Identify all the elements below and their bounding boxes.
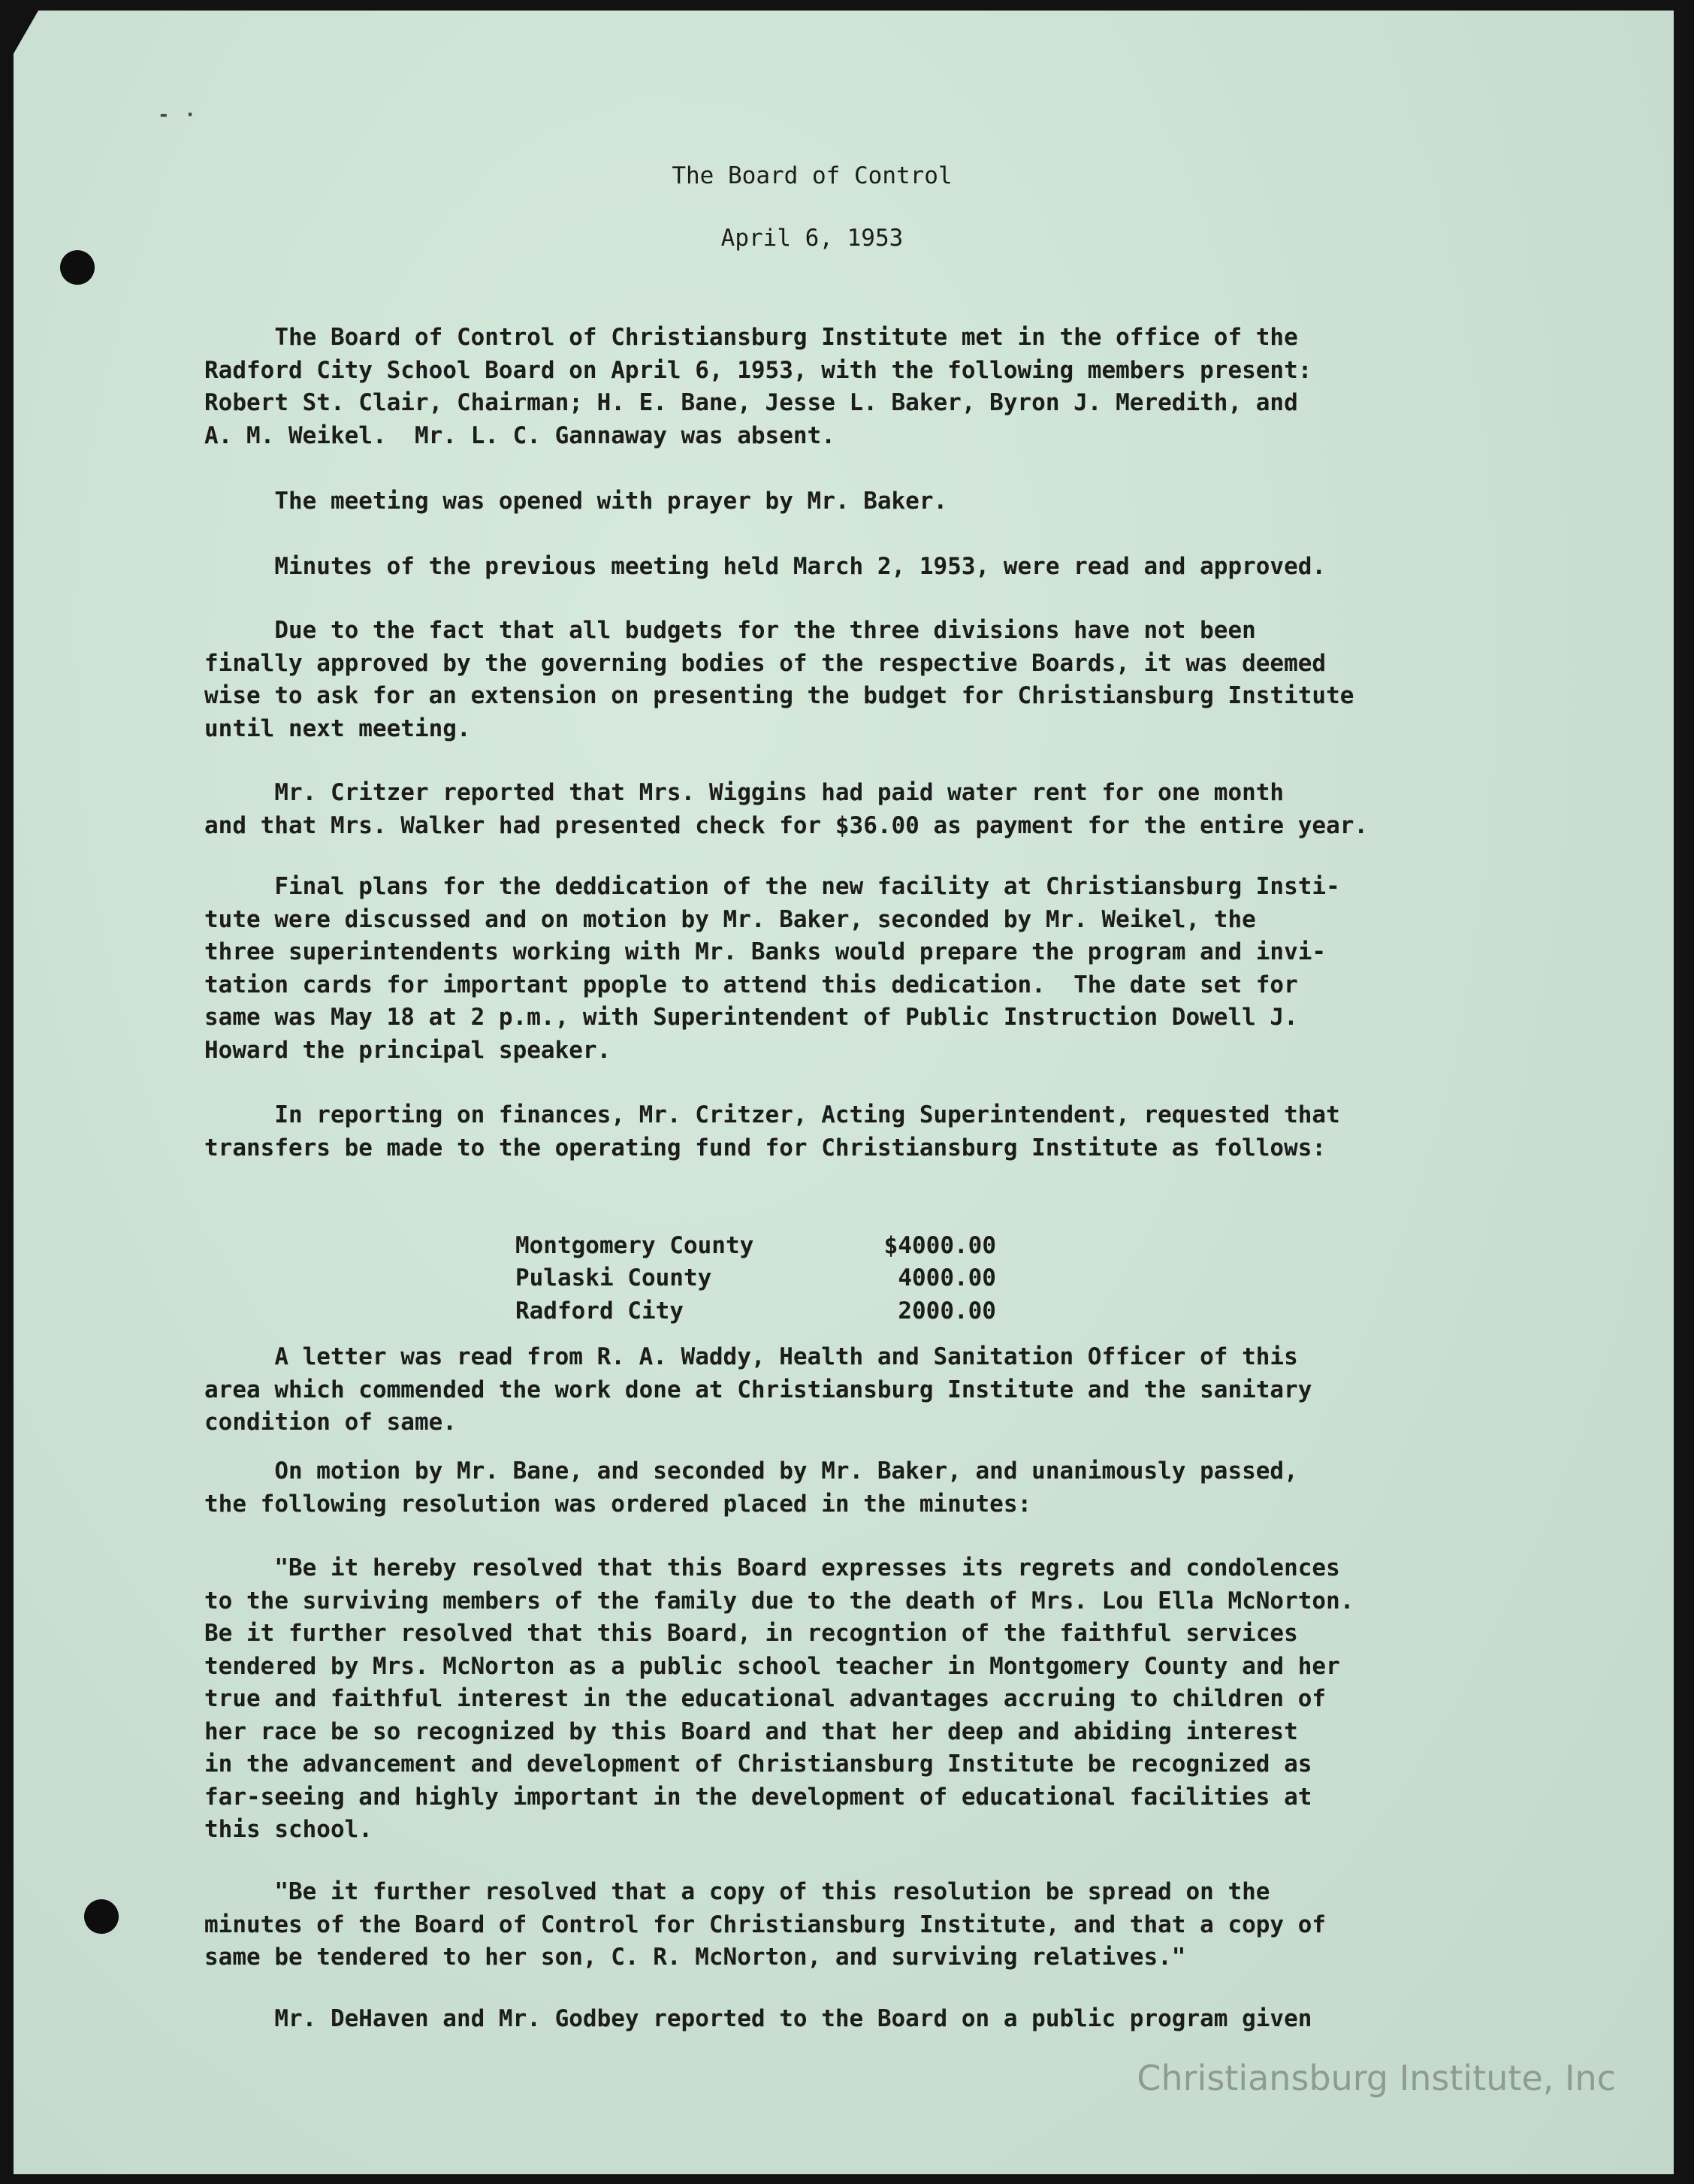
- paragraph-health-letter: A letter was read from R. A. Waddy, Health and Sanitation Officer of this area which commended the work done at Christiansburg Institute and the sanitary condition of same.: [204, 1343, 1312, 1436]
- margin-mark: - ·: [158, 104, 198, 126]
- paragraph-minutes: Minutes of the previous meeting held March 2, 1953, were read and approved.: [204, 553, 1327, 580]
- document-date: April 6, 1953: [720, 225, 904, 252]
- transfer-table: [431, 1197, 996, 1325]
- paragraph-budget: Due to the fact that all budgets for the three divisions have not been finally approved by the governing bodies of the respective Boards, it was deemed wise to ask for an extension on presenting the budget for Christiansburg Institute until next meeting.: [204, 617, 1354, 742]
- paragraph-water-rent: Mr. Critzer reported that Mrs. Wiggins had paid water rent for one month and that Mrs. Walker had presented check for $36.00 as payment for the entire year.: [204, 779, 1369, 839]
- transfer-place: Montgomery County: [515, 1231, 754, 1259]
- paragraph-dedication: Final plans for the deddication of the new facility at Christiansburg Insti- tute were discussed and on motion by Mr. Baker, seconded by Mr. Weikel, the three superintendents working with Mr. Banks would prepare the program and invi- tation cards for important ppople to attend this dedication. The date set for same was May 18 at 2 p.m., with Superintendent of Public Instruction Dowell J. Howard the principal speaker.: [204, 873, 1340, 1064]
- transfer-amount: 4000.00: [898, 1264, 996, 1291]
- paragraph-finances: In reporting on finances, Mr. Critzer, Acting Superintendent, requested that transfers be made to the operating fund for Christiansburg Institute as follows:: [204, 1101, 1340, 1161]
- transfer-amount: 2000.00: [898, 1297, 996, 1325]
- watermark: Christiansburg Institute, Inc: [1137, 2058, 1616, 2098]
- document-title: The Board of Control: [672, 162, 953, 189]
- paragraph-program-report: Mr. DeHaven and Mr. Godbey reported to the Board on a public program given: [204, 2005, 1312, 2032]
- paragraph-motion: On motion by Mr. Bane, and seconded by Mr. Baker, and unanimously passed, the following resolution was ordered placed in the minutes:: [204, 1458, 1298, 1518]
- paragraph-attendance: The Board of Control of Christiansburg Institute met in the office of the Radford City School Board on April 6, 1953, with the following members present: Robert St. Clair, Chairman; H. E. Bane, Jesse L. Baker, Byron J. Meredith, and A. M. Weikel. Mr. L. C. Gannaway was absent.: [204, 324, 1312, 449]
- transfer-row: [431, 1197, 996, 1259]
- transfer-place: Radford City: [515, 1297, 684, 1325]
- paragraph-resolution-copy: "Be it further resolved that a copy of this resolution be spread on the minutes of the Board of Control for Christiansburg Institute, and that a copy of same be tendered to her son, C. R. McNorton, and surviving relatives.": [204, 1878, 1327, 1971]
- transfer-amount: $4000.00: [883, 1231, 996, 1259]
- paragraph-resolution: "Be it hereby resolved that this Board expresses its regrets and condolences to the surviving members of the family due to the death of Mrs. Lou Ella McNorton. Be it further resolved that this Board, in recogntion of the faithful services tendered by Mrs. McNorton as a public school teacher in Montgomery County and her true and faithful interest in the educational advantages accruing to children of her race be so recognized by this Board and that her deep and abiding interest in the advancement and development of Christiansburg Institute be recognized as far-seeing and highly important in the development of educational facilities at this school.: [204, 1554, 1354, 1843]
- transfer-place: Pulaski County: [515, 1264, 712, 1291]
- paragraph-prayer: The meeting was opened with prayer by Mr. Baker.: [204, 488, 948, 515]
